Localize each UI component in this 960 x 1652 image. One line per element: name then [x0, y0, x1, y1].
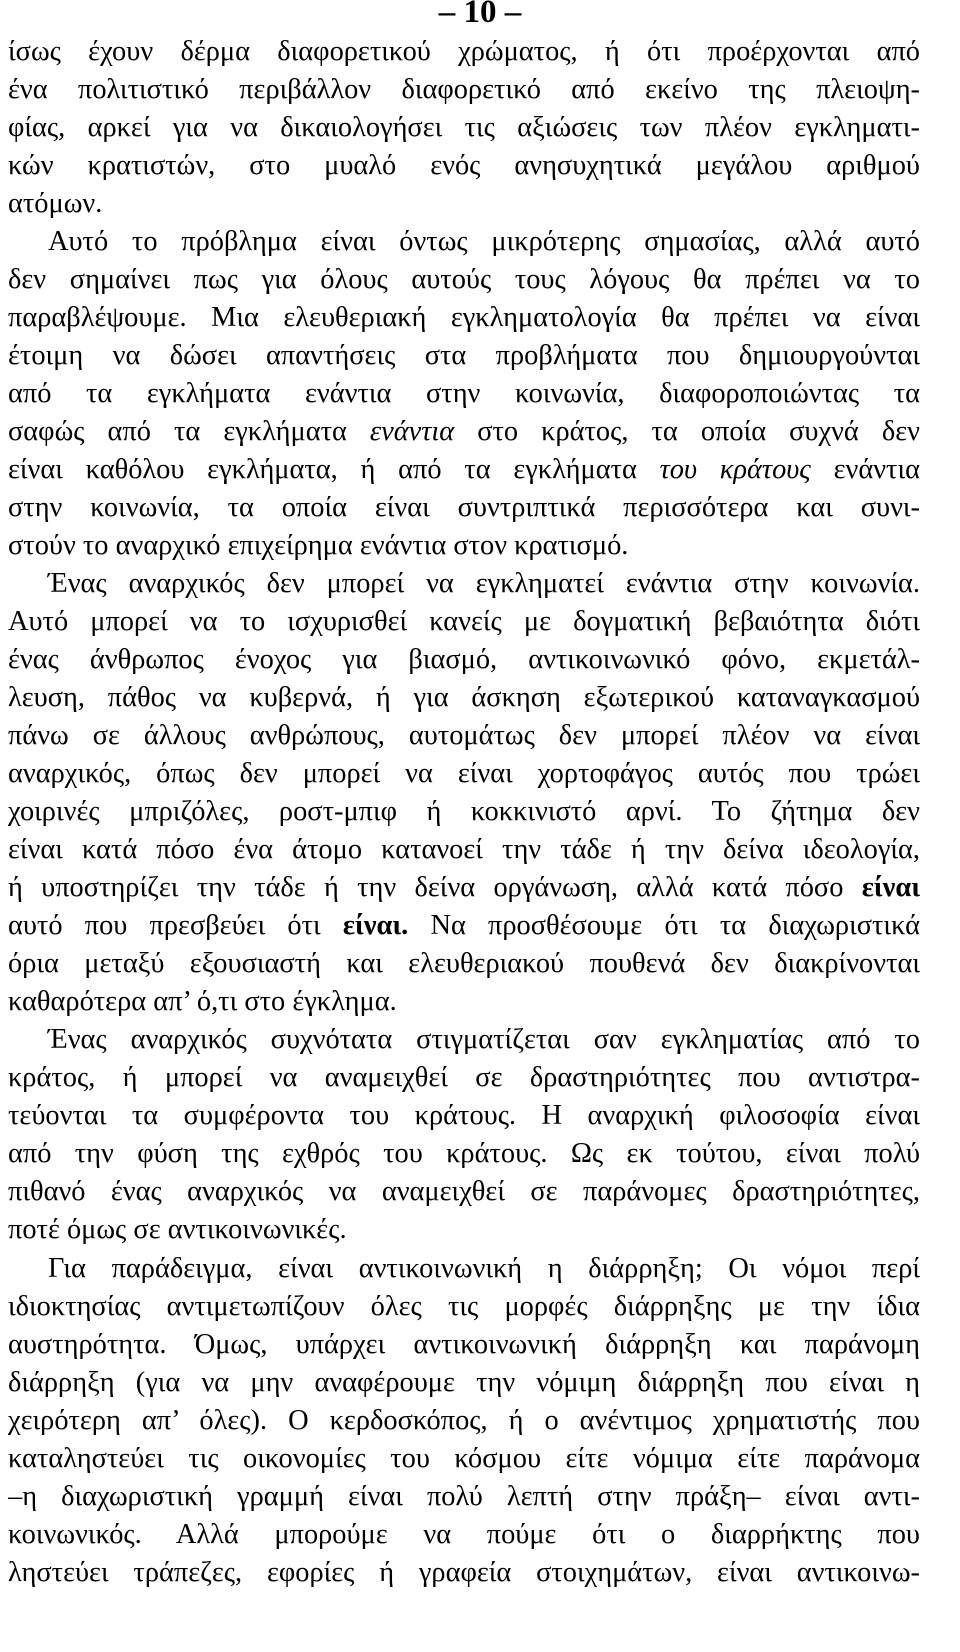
text-run: στο κράτος, τα οποία συχνά δεν — [454, 416, 920, 448]
text-line: έτοιμη να δώσει απαντήσεις στα προβλήματα που δημιουργούνται — [8, 340, 920, 372]
text-line: Αυτό μπορεί να το ισχυρισθεί κανείς με δογματική βεβαιότητα διότι — [8, 606, 920, 638]
text-line — [8, 451, 920, 489]
text-line: καταληστεύει τις οικονομίες του κόσμου είτε νόμιμα είτε παράνομα — [8, 1442, 920, 1474]
text-line: κράτος, ή μπορεί να αναμειχθεί σε δραστηριότητες που αντιστρα- — [8, 1062, 920, 1094]
text-run: σαφώς από τα εγκλήματα — [8, 416, 370, 448]
text-line: λευση, πάθος να κυβερνά, ή για άσκηση εξωτερικού καταναγκασμού — [8, 682, 920, 714]
body-text — [8, 33, 920, 1592]
text-line: ιδιοκτησίας αντιμετωπίζουν όλες τις μορφές διάρρηξης με την ίδια — [8, 1290, 920, 1322]
text-line: αναρχικός, όπως δεν μπορεί να είναι χορτοφάγος αυτός που τρώει — [8, 758, 920, 790]
text-line: χειρότερη απ’ όλες). Ο κερδοσκόπος, ή ο ανέντιμος χρηματιστής που — [8, 1404, 920, 1436]
text-line: Για παράδειγμα, είναι αντικοινωνική η διάρρηξη; Οι νόμοι περί — [48, 1252, 920, 1284]
text-line: ίσως έχουν δέρμα διαφορετικού χρώματος, ή ότι προέρχονται από — [8, 36, 920, 67]
text-line: από την φύση της εχθρός του κράτους. Ως εκ τούτου, είναι πολύ — [8, 1138, 920, 1170]
text-line: –η διαχωριστική γραμμή είναι πολύ λεπτή στην πράξη– είναι αντι- — [8, 1480, 920, 1512]
text-line: από τα εγκλήματα ενάντια στην κοινωνία, διαφοροποιώντας τα — [8, 378, 920, 410]
text-line: ληστεύει τράπεζες, εφορίες ή γραφεία στοιχημάτων, είναι αντικοινω- — [8, 1556, 920, 1588]
bold-run: είναι. — [342, 910, 409, 942]
text-line — [8, 907, 920, 945]
text-line: ένας άνθρωπος ένοχος για βιασμό, αντικοινωνικό φόνο, εκμετάλ- — [8, 644, 920, 676]
text-run: Να προσθέσουμε ότι τα διαχωριστικά — [408, 910, 920, 942]
italic-run: του κράτους — [659, 454, 811, 486]
text-line: όρια μεταξύ εξουσιαστή και ελευθεριακού πουθενά δεν διακρίνονται — [8, 948, 920, 980]
text-line: Αυτό το πρόβλημα είναι όντως μικρότερης σημασίας, αλλά αυτό — [48, 226, 920, 258]
text-line: καθαρότερα απ’ ό,τι στο έγκλημα. — [8, 986, 397, 1018]
text-line: παραβλέψουμε. Μια ελευθεριακή εγκληματολογία θα πρέπει να είναι — [8, 302, 920, 334]
text-run: ή υποστηρίζει την τάδε ή την δείνα οργάνωση, αλλά κατά πόσο — [8, 872, 862, 904]
text-line: δεν σημαίνει πως για όλους αυτούς τους λόγους θα πρέπει να το — [8, 264, 920, 296]
text-line — [8, 869, 920, 907]
text-line: φίας, αρκεί για να δικαιολογήσει τις αξιώσεις των πλέον εγκληματι- — [8, 112, 920, 144]
italic-run: ενάντια — [369, 416, 455, 448]
text-line: τεύονται τα συμφέροντα του κράτους. Η αναρχική φιλοσοφία είναι — [8, 1100, 920, 1132]
text-run: αυτό που πρεσβεύει ότι — [8, 910, 343, 942]
text-line: πάνω σε άλλους ανθρώπους, αυτομάτως δεν μπορεί πλέον να είναι — [8, 720, 920, 752]
text-line: ένα πολιτιστικό περιβάλλον διαφορετικό από εκείνο της πλειοψη- — [8, 74, 920, 106]
text-line: κών κρατιστών, στο μυαλό ενός ανησυχητικά μεγάλου αριθμού — [8, 150, 920, 182]
text-line: διάρρηξη (για να μην αναφέρουμε την νόμιμη διάρρηξη που είναι η — [8, 1366, 920, 1398]
text-line: στούν το αναρχικό επιχείρημα ενάντια στον κρατισμό. — [8, 530, 629, 562]
page-number: – 10 – — [438, 0, 522, 30]
text-line: ατόμων. — [8, 188, 103, 220]
text-line: αυστηρότητα. Όμως, υπάρχει αντικοινωνική διάρρηξη και παράνομη — [8, 1328, 920, 1360]
text-line: στην κοινωνία, τα οποία είναι συντριπτικά περισσότερα και συνι- — [8, 492, 920, 524]
text-line: κοινωνικός. Αλλά μπορούμε να πούμε ότι ο διαρρήκτης που — [8, 1518, 920, 1550]
text-line: πιθανό ένας αναρχικός να αναμειχθεί σε παράνομες δραστηριότητες, — [8, 1176, 920, 1208]
text-line: ποτέ όμως σε αντικοινωνικές. — [8, 1214, 347, 1246]
text-line: Ένας αναρχικός συχνότατα στιγματίζεται σαν εγκληματίας από το — [48, 1024, 920, 1056]
text-line: Ένας αναρχικός δεν μπορεί να εγκληματεί ενάντια στην κοινωνία. — [48, 568, 920, 600]
text-run: είναι καθόλου εγκλήματα, ή από τα εγκλήματα — [8, 454, 660, 486]
text-line — [8, 413, 920, 451]
text-run: ενάντια — [810, 454, 920, 486]
text-line: είναι κατά πόσο ένα άτομο κατανοεί την τάδε ή την δείνα ιδεολογία, — [8, 834, 920, 866]
bold-run: είναι — [861, 872, 920, 904]
text-line: χοιρινές μπριζόλες, ροστ-μπιφ ή κοκκινιστό αρνί. Το ζήτημα δεν — [8, 796, 920, 828]
